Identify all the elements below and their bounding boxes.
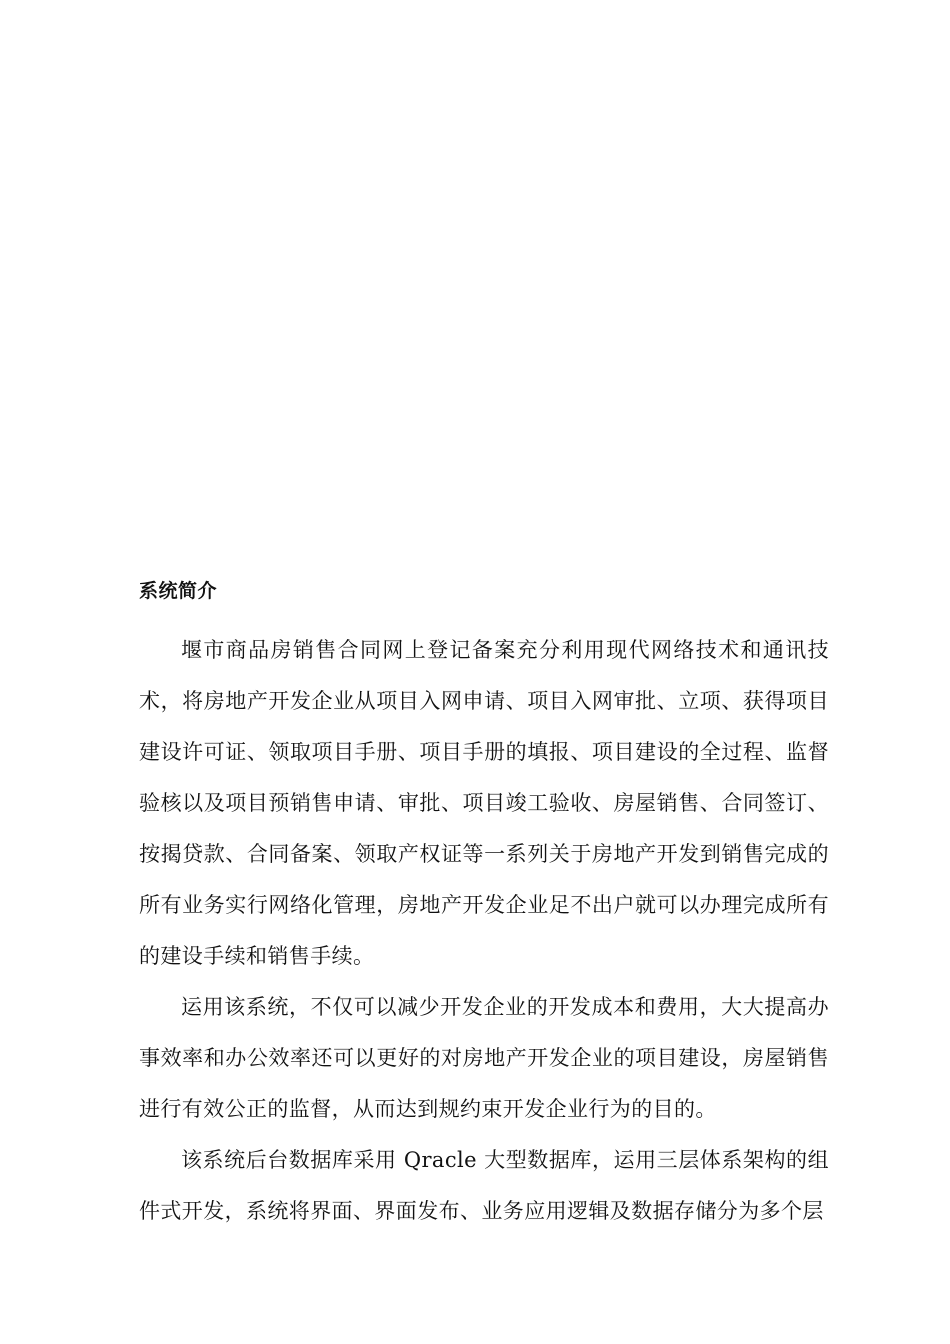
paragraph-intro: 堰市商品房销售合同网上登记备案充分利用现代网络技术和通讯技术，将房地产开发企业从项目入网申请、项目入网审批、立项、获得项目建设许可证、领取项目手册、项目手册的填报、项目建设的全过程、监督验核以及项目预销售申请、审批、项目竣工验收、房屋销售、合同签订、按揭贷款、合同备案、领取产权证等一系列关于房地产开发到销售完成的所有业务实行网络化管理，房地产开发企业足不出户就可以办理完成所有的建设手续和销售手续。 [139, 638, 829, 968]
document-body [139, 576, 829, 1237]
paragraph-architecture: 该系统后台数据库采用 Qracle 大型数据库，运用三层体系架构的组件式开发，系统将界面、界面发布、业务应用逻辑及数据存储分为多个层 [139, 1148, 829, 1223]
paragraph-benefits: 运用该系统，不仅可以减少开发企业的开发成本和费用，大大提高办事效率和办公效率还可以更好的对房地产开发企业的项目建设，房屋销售进行有效公正的监督，从而达到规约束开发企业行为的目的。 [139, 995, 829, 1121]
section-heading: 系统简介 [139, 580, 218, 602]
